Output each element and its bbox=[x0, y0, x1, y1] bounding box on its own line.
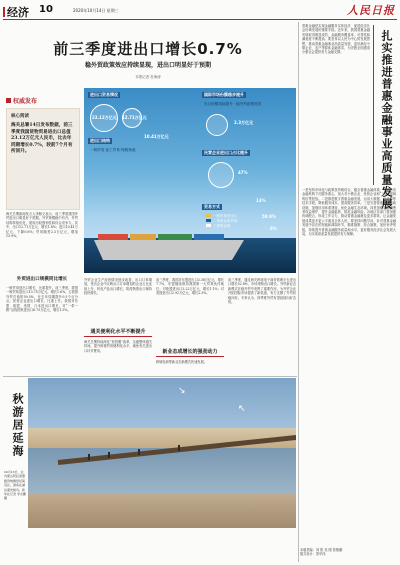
container-stack bbox=[130, 234, 156, 240]
ship-hull bbox=[94, 240, 244, 260]
section-divider bbox=[3, 376, 297, 377]
editor-credit: 本版责编：刘 阳 吴 刚 张艳鹏 bbox=[300, 548, 343, 552]
paper-logo: 人民日报 bbox=[347, 4, 395, 17]
photo-title: 秋游居延海 bbox=[11, 393, 24, 458]
body-text: 一是坚持市场化与政策扶持相结合，健全普惠金融体系，引导各类金融机构下沉服务重心，加大对小微企业、民营企业和“三农”领域的信贷投放。二是推进数字普惠金融发展，运用大数据、云计算等技术手段，降低服务成本，提高服务效率。三是完善普惠金融基础设施，加强信用体系建设，优化金融生态环境。四是加强金融消费者权益保护，提升金融素养，防范金融风险。各地区各部门要加强协调配合，形成工作合力，推动普惠金融惠及更多群体，让金融发展成果更多更公平惠及全体人民。要坚持问题导向，针对普惠金融发展中存在的短板和薄弱环节，精准施策、综合施策，加快补齐短板，持续提升普惠金融服务质量和水平，更好服务经济社会发展大局，为实现高质量发展提供有力保障。 bbox=[302, 188, 396, 237]
body-text: 外贸企业生产经营情况逐步改善，出口订单增加，受访企业中反映出口订单增加的企业占比连续上升。机电产品出口增长，防疫物资出口保持较快增长。 bbox=[84, 278, 152, 296]
photo-lake bbox=[28, 448, 296, 493]
info-label-market: 国际市场份额稳步提升 bbox=[204, 92, 244, 97]
pct-processing: 8% bbox=[270, 226, 277, 231]
legend-item: 一般贸易进出口 bbox=[206, 214, 238, 219]
right-article-title: 扎实推进普惠金融事业高质量发展 bbox=[380, 30, 393, 210]
pct-general: 59.9% bbox=[262, 214, 276, 219]
container-stack bbox=[194, 234, 224, 240]
photo-caption: 10月13日，在内蒙古阿拉善盟额济纳旗居延海景区，游客在湖边观赏候鸟。新华社记者 李志鹏摄 bbox=[4, 470, 26, 501]
box-text: 海关总署14日发布数据，前三季度我国货物贸易进出口总值23.12万亿元人民币，比去年同期增长0.7%，较前7个月有所回升。 bbox=[11, 123, 73, 155]
info-label-private: 民营企业进出口占比提升 bbox=[204, 150, 248, 155]
body-text: 跨境电商等新业态新模式快速发展。 bbox=[156, 360, 207, 364]
core-reading-box bbox=[6, 108, 80, 210]
right-title-rule bbox=[373, 25, 374, 185]
masthead bbox=[3, 3, 397, 20]
headline: 前三季度进出口增长0.7% bbox=[53, 40, 243, 58]
info-label-trade: 进出口贸易情况 bbox=[90, 92, 118, 97]
info-label-mode: 贸易方式 bbox=[204, 204, 220, 209]
market-text: 出口份额持续提升 · 稳外贸政策见效 bbox=[204, 102, 262, 106]
page-number: 10 bbox=[39, 4, 53, 15]
visitor bbox=[88, 454, 90, 460]
page-footer bbox=[300, 548, 396, 557]
mix-text: 一般贸易·加工贸易·保税物流 bbox=[90, 148, 136, 152]
visitor bbox=[178, 445, 180, 451]
legend-item: 三季度以来 bbox=[206, 224, 238, 229]
container-stack bbox=[98, 234, 128, 240]
section-name: 经济 bbox=[3, 4, 29, 20]
value-import: 10.41万亿元 bbox=[144, 134, 169, 139]
body-text: 海关总署持续深化“放管服”改革，压缩整体通关时间，提升跨境贸易便利化水平，减免有关进出口环节费用。 bbox=[84, 340, 152, 353]
container-stack bbox=[158, 234, 192, 240]
body-text: 前三季度，我国对东盟进出口3.38万亿元，增长7.7%，东盟继续保持我国第一大贸易伙伴地位；对欧盟进出口3.22万亿元，增长1.1%；对美国进出口2.92万亿元，增长2.3%。 bbox=[156, 278, 224, 296]
subheading-2: 通关便利化水平不断提升 bbox=[90, 329, 146, 335]
body-text: 普惠金融是实现金融服务实体经济、促进经济社会协调发展的重要手段。近年来，我国普惠金融发展取得明显成效，金融服务覆盖率、可得性和满意度不断提高。要坚持以人民为中心的发展思想，推动普惠金融事业高质量发展，更好满足小微企业、农户等群体金融需求，为决胜全面建成小康社会提供有力金融支撑。 bbox=[302, 24, 370, 55]
box-title: 核心阅读 bbox=[11, 114, 29, 119]
section-tag: 权威发布 bbox=[6, 96, 37, 105]
bubble bbox=[206, 114, 228, 136]
seagull-icon: ↖ bbox=[238, 404, 246, 414]
legend-item: 二季度以来贸易 bbox=[206, 219, 238, 224]
subheading-1: 外贸进出口规模同比增长 bbox=[16, 277, 68, 282]
byline: 本报记者 杜海涛 bbox=[135, 75, 161, 79]
seagull-icon: ↘ bbox=[178, 386, 186, 396]
value-export: 12.71万亿元 bbox=[122, 115, 147, 120]
column-divider bbox=[298, 22, 299, 562]
body-text: 海关总署新闻发言人李魁文表示，前三季度我国外贸进出口明显好于预期，外贸规模稳中有升，外贸结构持续优化，展现出较强韧性和综合竞争力。其中，出口12.71万亿元，增长1.8%；进口10.41万亿元，下降0.6%；贸易顺差2.3万亿元，增加13.9%。 bbox=[6, 212, 78, 239]
designer-credit: 版式设计：蔡华伟 bbox=[300, 552, 326, 557]
legend bbox=[206, 214, 238, 229]
trade-infographic bbox=[84, 88, 296, 273]
visitor bbox=[138, 449, 140, 455]
pct-private: 47% bbox=[238, 170, 248, 175]
value-total: 23.12万亿元 bbox=[92, 115, 117, 120]
subheading-3: 新业态成增长的强劲动力 bbox=[162, 349, 218, 355]
visitor bbox=[108, 452, 110, 458]
info-label-mix: 进出口结构 bbox=[90, 138, 110, 143]
body-text: 前三季度，通过海关跨境电子商务管理平台进出口增长52.8%，市场采购出口增长。外贸新业态新模式在稳外贸中发挥了重要作用，为外贸企业开拓国际市场提供了新渠道，有力支撑了外贸回稳向好。专家认为，四季度外贸有望延续向好态势。 bbox=[228, 278, 296, 305]
pct-other: 13% bbox=[256, 198, 266, 203]
bubble bbox=[208, 162, 234, 188]
body-text: 一般贸易进出口增长，比重提升。前三季度，我国一般贸易进出口13.75万亿元，增长1.6%，占我国外贸总值的59.5%，比去年同期提升0.5个百分点。民营企业进出口增长，比重上升。我国对东盟、欧盟、美国、日本进出口增长，对“一带一路”沿线国家进出口6.75万亿元，增长1.5%。 bbox=[6, 286, 78, 313]
issue-date: 2020年10月14日 星期三 bbox=[73, 8, 119, 13]
value-surplus: 2.3万亿元 bbox=[234, 120, 254, 125]
subhead: 稳外贸政策效应持续显现，进出口明显好于预期 bbox=[84, 62, 211, 69]
lake-photo bbox=[28, 378, 296, 528]
